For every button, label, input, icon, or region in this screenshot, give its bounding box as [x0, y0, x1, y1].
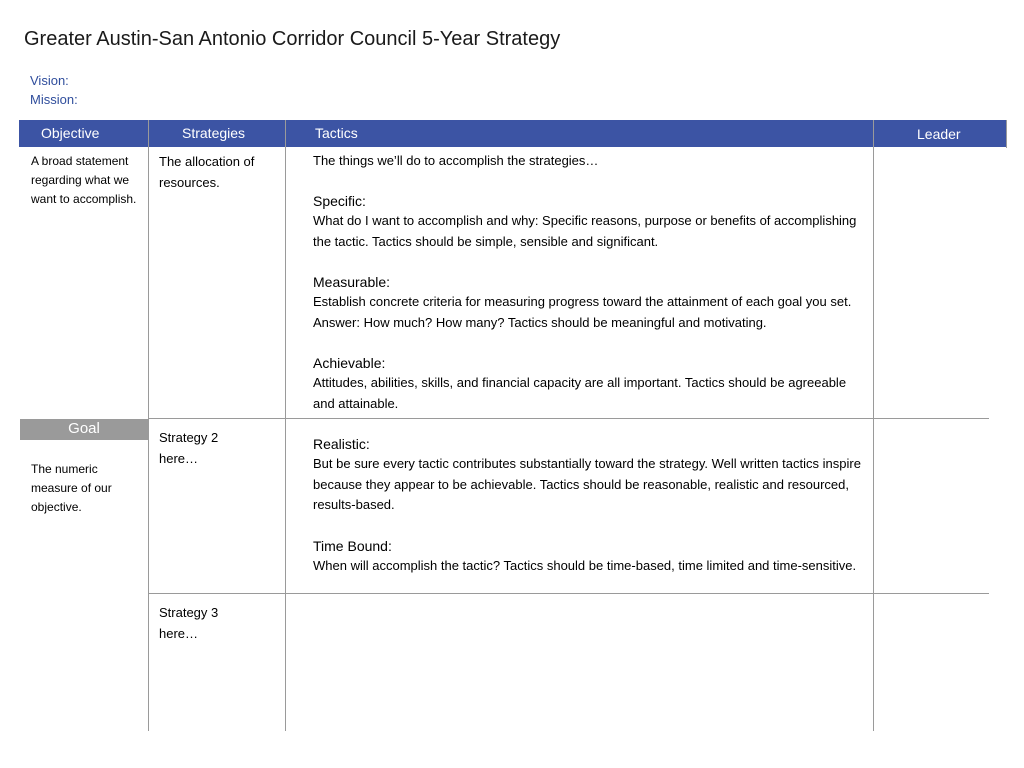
column-divider-strategies — [285, 120, 286, 731]
mission-label: Mission: — [30, 92, 78, 107]
tactics-intro: The things we’ll do to accomplish the strategies… — [313, 153, 599, 168]
tactic-body: When will accomplish the tactic? Tactics should be time-based, time limited and time-sensitive. — [313, 557, 857, 573]
header-strategies: Strategies — [182, 125, 246, 141]
tactics-content — [313, 151, 863, 596]
tactic-heading: Time Bound: — [313, 537, 392, 554]
table-header-bar — [19, 120, 1007, 147]
tactic-body: Establish concrete criteria for measuring progress toward the attainment of each goal you set. Answer: How much? How many? Tactics should be meaningful and motivating. — [313, 294, 852, 330]
tactic-body: What do I want to accomplish and why: Specific reasons, purpose or benefits of accomplishing the tactic. Tactics should be simple, sensible and significant. — [313, 213, 857, 249]
tactic-heading: Measurable: — [313, 274, 391, 290]
page-title: Greater Austin-San Antonio Corridor Council 5-Year Strategy — [24, 28, 561, 50]
strategy-1-text: The allocation of resources. — [159, 154, 255, 190]
strategy-3-text: Strategy 3 here… — [159, 605, 219, 641]
table-right-border — [1006, 120, 1007, 148]
tactic-specific — [313, 191, 863, 252]
tactic-heading: Specific: — [313, 193, 366, 209]
tactic-heading: Achievable: — [313, 355, 386, 371]
tactic-body: But be sure every tactic contributes substantially toward the strategy. Well written tactics inspire because they appear to be achievable. Tactics should be reasonable, realistic and resourced, results-based. — [313, 456, 861, 512]
tactic-time-bound — [313, 536, 863, 577]
header-tactics: Tactics — [315, 125, 358, 141]
tactic-heading: Realistic: — [313, 436, 370, 452]
objective-description: A broad statement regarding what we want to accomplish. — [31, 154, 137, 206]
goal-label: Goal — [68, 420, 100, 437]
tactic-achievable — [313, 353, 863, 414]
vision-label: Vision: — [30, 73, 69, 88]
column-divider-objective — [148, 120, 149, 731]
header-objective: Objective — [41, 125, 100, 141]
tactic-measurable — [313, 272, 863, 333]
goal-description: The numeric measure of our objective. — [31, 462, 112, 514]
goal-box — [20, 419, 148, 440]
tactic-realistic — [313, 434, 863, 516]
strategy-2-text: Strategy 2 here… — [159, 430, 219, 466]
tactic-body: Attitudes, abilities, skills, and financial capacity are all important. Tactics should be agreeable and attainable. — [313, 375, 847, 411]
column-divider-tactics — [873, 120, 874, 731]
header-leader: Leader — [917, 126, 961, 142]
